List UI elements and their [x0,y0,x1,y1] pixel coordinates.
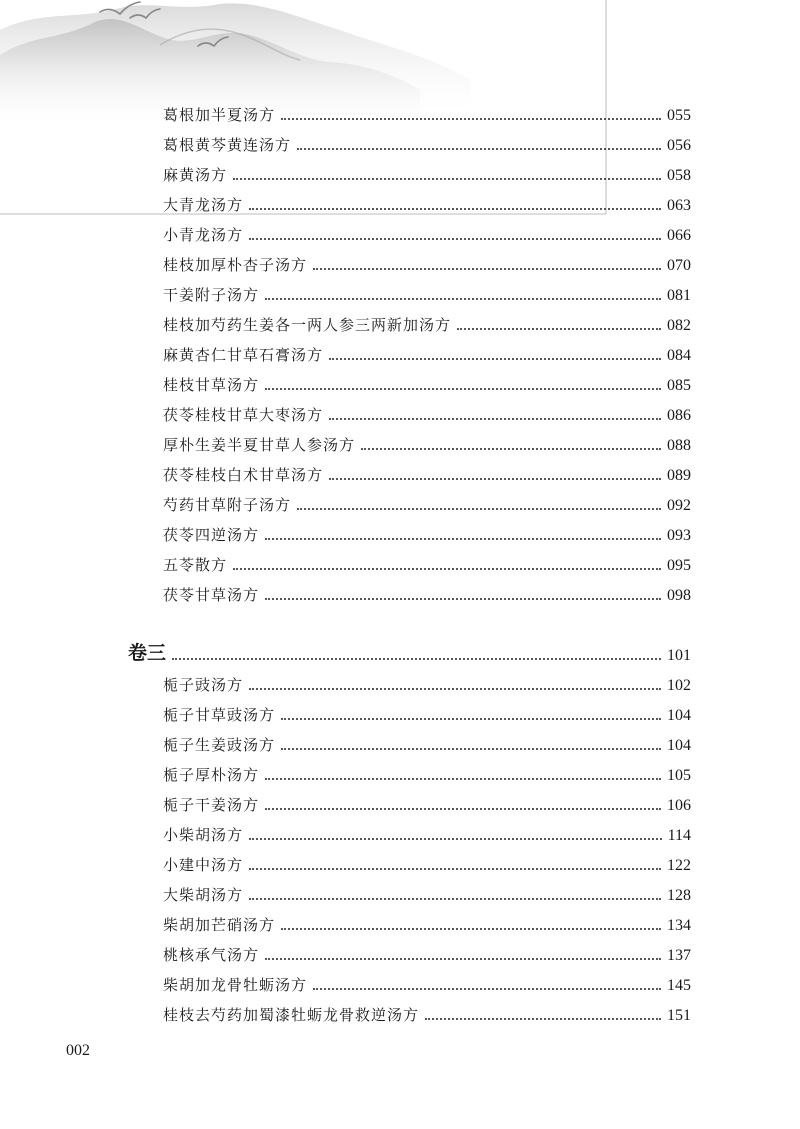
dot-leader [297,148,661,150]
entry-title: 小建中汤方 [163,856,244,874]
toc-entry[interactable] [163,311,691,335]
dot-leader [329,478,661,480]
entry-page: 104 [667,707,691,724]
entry-title: 茯苓四逆汤方 [163,526,260,544]
entry-title: 小青龙汤方 [163,226,244,244]
entry-title: 桃核承气汤方 [163,946,260,964]
toc-entry[interactable] [163,941,691,965]
entry-page: 055 [667,107,691,124]
entry-page: 151 [667,1007,691,1024]
volume-page: 101 [667,647,691,664]
entry-page: 058 [667,167,691,184]
dot-leader [457,328,661,330]
toc-entry[interactable] [163,221,691,245]
toc-entry[interactable] [163,371,691,395]
toc-entry[interactable] [163,761,691,785]
toc-entry[interactable] [163,581,691,605]
entry-title: 五苓散方 [163,556,228,574]
entry-title: 麻黄杏仁甘草石膏汤方 [163,346,324,364]
toc-entry[interactable] [163,431,691,455]
entry-page: 082 [667,317,691,334]
entry-page: 070 [667,257,691,274]
entry-page: 102 [667,677,691,694]
dot-leader [425,1018,661,1020]
entry-title: 芍药甘草附子汤方 [163,496,292,514]
dot-leader [265,538,661,540]
dot-leader [265,388,661,390]
dot-leader [329,358,661,360]
toc-entry[interactable] [163,881,691,905]
entry-title: 栀子生姜豉汤方 [163,736,276,754]
entry-title: 桂枝去芍药加蜀漆牡蛎龙骨救逆汤方 [163,1006,420,1024]
entry-title: 栀子干姜汤方 [163,796,260,814]
entry-title: 小柴胡汤方 [163,826,244,844]
entry-title: 柴胡加芒硝汤方 [163,916,276,934]
dot-leader [265,598,661,600]
entry-page: 145 [667,977,691,994]
entry-page: 114 [667,827,691,844]
toc-entry[interactable] [163,101,691,125]
entry-title: 茯苓甘草汤方 [163,586,260,604]
toc-entry[interactable] [163,851,691,875]
dot-leader [313,268,661,270]
toc-entry[interactable] [163,461,691,485]
entry-title: 栀子厚朴汤方 [163,766,260,784]
entry-page: 085 [667,377,691,394]
entry-title: 茯苓桂枝白术甘草汤方 [163,466,324,484]
dot-leader [265,958,661,960]
dot-leader [249,208,661,210]
toc-entry[interactable] [163,401,691,425]
entry-page: 063 [667,197,691,214]
toc-entry[interactable] [163,131,691,155]
entry-title: 葛根加半夏汤方 [163,106,276,124]
entry-page: 098 [667,587,691,604]
dot-leader [233,568,661,570]
dot-leader [249,688,661,690]
entry-page: 084 [667,347,691,364]
dot-leader [249,838,662,840]
entry-page: 086 [667,407,691,424]
toc-entry[interactable] [163,281,691,305]
entry-page: 095 [667,557,691,574]
entry-title: 麻黄汤方 [163,166,228,184]
toc-entry[interactable] [163,821,691,845]
toc-entry[interactable] [163,791,691,815]
toc-entry[interactable] [163,731,691,755]
entry-page: 056 [667,137,691,154]
entry-page: 104 [667,737,691,754]
entry-page: 089 [667,467,691,484]
entry-page: 134 [667,917,691,934]
entry-title: 桂枝加厚朴杏子汤方 [163,256,308,274]
toc-entry[interactable] [163,191,691,215]
entry-page: 092 [667,497,691,514]
entry-page: 137 [667,947,691,964]
entry-title: 干姜附子汤方 [163,286,260,304]
dot-leader [249,238,661,240]
entry-page: 088 [667,437,691,454]
entry-title: 葛根黄芩黄连汤方 [163,136,292,154]
entry-page: 105 [667,767,691,784]
dot-leader [172,658,661,660]
toc-entry[interactable] [163,911,691,935]
toc-entry[interactable] [163,701,691,725]
entry-title: 桂枝甘草汤方 [163,376,260,394]
toc-entry[interactable] [163,971,691,995]
entry-title: 柴胡加龙骨牡蛎汤方 [163,976,308,994]
entry-page: 081 [667,287,691,304]
dot-leader [361,448,661,450]
dot-leader [281,718,661,720]
dot-leader [265,778,661,780]
toc-entry[interactable] [163,521,691,545]
dot-leader [281,928,661,930]
entry-page: 106 [667,797,691,814]
entry-page: 093 [667,527,691,544]
entry-title: 桂枝加芍药生姜各一两人参三两新加汤方 [163,316,452,334]
footer-page-number: 002 [66,1042,90,1059]
dot-leader [297,508,661,510]
dot-leader [329,418,661,420]
dot-leader [281,118,661,120]
entry-title: 栀子甘草豉汤方 [163,706,276,724]
entry-title: 大青龙汤方 [163,196,244,214]
toc-entry[interactable] [163,341,691,365]
toc-entry[interactable] [163,161,691,185]
toc-entry[interactable] [163,1001,691,1025]
dot-leader [281,748,661,750]
entry-page: 128 [667,887,691,904]
entry-page: 122 [667,857,691,874]
toc-entry[interactable] [163,491,691,515]
entry-title: 茯苓桂枝甘草大枣汤方 [163,406,324,424]
toc-entry[interactable] [163,251,691,275]
dot-leader [265,298,661,300]
dot-leader [265,808,661,810]
dot-leader [249,898,661,900]
entry-page: 066 [667,227,691,244]
toc-volume-heading[interactable] [128,641,691,665]
toc-entry[interactable] [163,551,691,575]
volume-title: 卷三 [128,642,167,664]
entry-title: 厚朴生姜半夏甘草人参汤方 [163,436,356,454]
entry-title: 大柴胡汤方 [163,886,244,904]
dot-leader [313,988,661,990]
dot-leader [249,868,661,870]
dot-leader [233,178,661,180]
entry-title: 栀子豉汤方 [163,676,244,694]
toc-entry[interactable] [163,671,691,695]
